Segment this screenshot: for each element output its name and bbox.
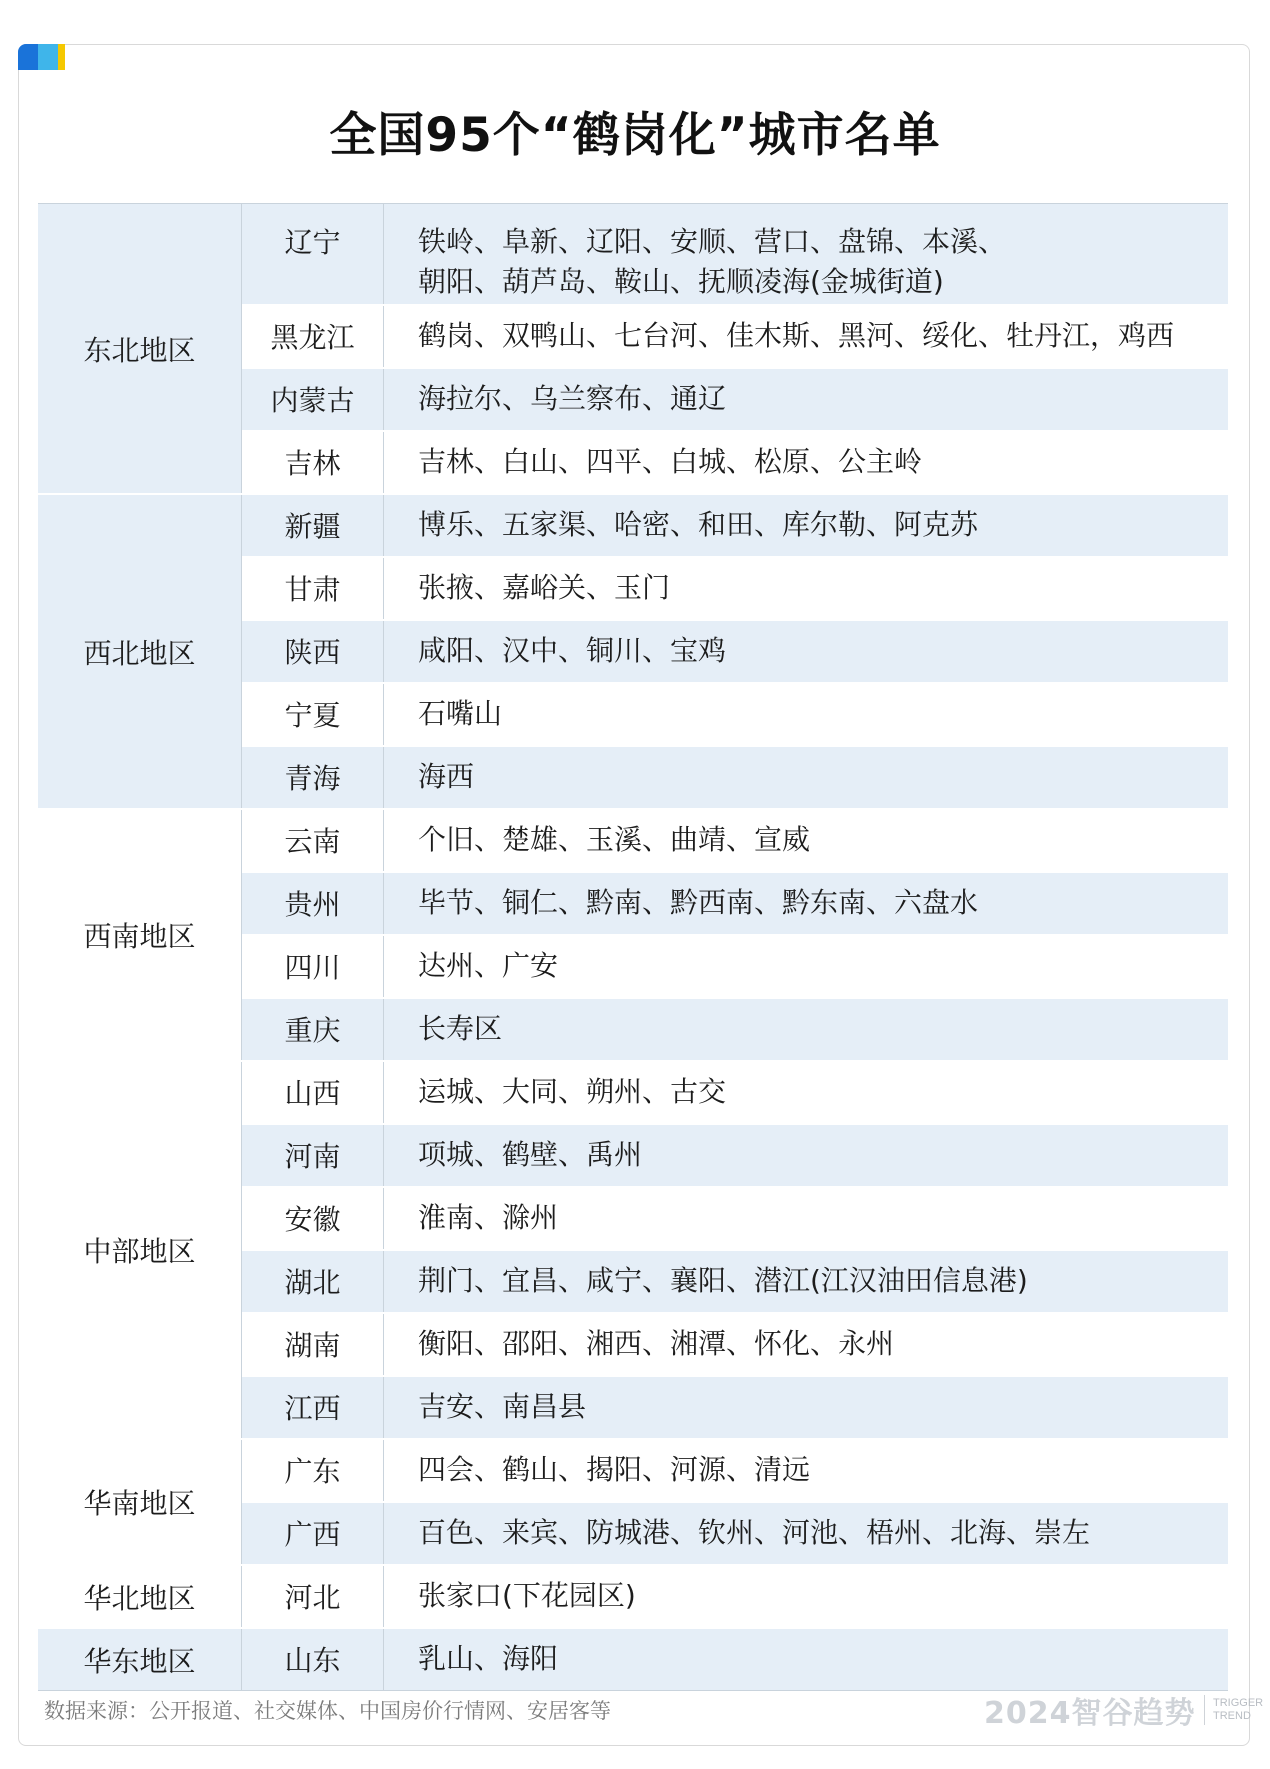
province-name: 湖北 xyxy=(242,1251,384,1312)
data-source-note: 数据来源：公开报道、社交媒体、中国房价行情网、安居客等 xyxy=(44,1699,611,1723)
province-name: 贵州 xyxy=(242,873,384,934)
table-row xyxy=(242,1314,1228,1377)
province-name: 陕西 xyxy=(242,621,384,682)
brand-name: 2024智谷趋势 xyxy=(984,1696,1196,1731)
city-list xyxy=(384,747,1228,808)
city-list xyxy=(384,1314,1228,1375)
city-list xyxy=(384,810,1228,871)
city-list-line: 毕节、铜仁、黔南、黔西南、黔东南、六盘水 xyxy=(418,886,979,919)
city-list-line: 海拉尔、乌兰察布、通辽 xyxy=(418,382,727,415)
table-row xyxy=(242,936,1228,999)
city-list-table xyxy=(38,203,1228,1691)
city-list-line: 鹤岗、双鸭山、七台河、佳木斯、黑河、绥化、牡丹江，鸡西 xyxy=(418,319,1175,352)
region-name: 中部地区 xyxy=(38,1062,242,1438)
city-list-line: 乳山、海阳 xyxy=(418,1642,559,1675)
city-list xyxy=(384,495,1228,556)
province-name: 重庆 xyxy=(242,999,384,1060)
province-name: 青海 xyxy=(242,747,384,808)
city-list-line: 项城、鹤壁、禹州 xyxy=(418,1138,643,1171)
province-name: 河北 xyxy=(242,1566,384,1627)
city-list-line: 吉安、南昌县 xyxy=(418,1390,587,1423)
table-row xyxy=(242,621,1228,684)
province-name: 山西 xyxy=(242,1062,384,1123)
table-row xyxy=(242,1377,1228,1438)
table-row xyxy=(242,684,1228,747)
region-group xyxy=(38,495,1228,810)
region-name: 华东地区 xyxy=(38,1629,242,1690)
city-list-line: 石嘴山 xyxy=(418,697,503,730)
city-list xyxy=(384,1251,1228,1312)
province-name: 河南 xyxy=(242,1125,384,1186)
city-list-line: 达州、广安 xyxy=(418,949,559,982)
city-list xyxy=(384,1629,1228,1690)
province-name: 云南 xyxy=(242,810,384,871)
city-list-line: 咸阳、汉中、铜川、宝鸡 xyxy=(418,634,727,667)
city-list-line: 荆门、宜昌、咸宁、襄阳、潜江(江汉油田信息港) xyxy=(418,1264,1028,1297)
region-group xyxy=(38,204,1228,495)
city-list xyxy=(384,1566,1228,1627)
city-list xyxy=(384,873,1228,934)
city-list xyxy=(384,684,1228,745)
table-row xyxy=(242,558,1228,621)
city-list xyxy=(384,999,1228,1060)
city-list xyxy=(384,936,1228,997)
city-list xyxy=(384,1062,1228,1123)
city-list-line: 海西 xyxy=(418,760,475,793)
region-group xyxy=(38,1629,1228,1690)
province-name: 甘肃 xyxy=(242,558,384,619)
city-list-line: 张掖、嘉峪关、玉门 xyxy=(418,571,671,604)
city-list xyxy=(384,558,1228,619)
region-name: 西北地区 xyxy=(38,495,242,808)
city-list-line: 吉林、白山、四平、白城、松原、公主岭 xyxy=(418,445,923,478)
city-list-line: 淮南、滁州 xyxy=(418,1201,559,1234)
table-row xyxy=(242,1062,1228,1125)
province-name: 新疆 xyxy=(242,495,384,556)
province-name: 山东 xyxy=(242,1629,384,1690)
city-list xyxy=(384,369,1228,430)
region-group xyxy=(38,810,1228,1062)
province-name: 黑龙江 xyxy=(242,306,384,367)
province-name: 辽宁 xyxy=(242,204,384,304)
city-list xyxy=(384,1125,1228,1186)
table-row xyxy=(242,1440,1228,1503)
table-row xyxy=(242,432,1228,493)
city-list-line: 衡阳、邵阳、湘西、湘潭、怀化、永州 xyxy=(418,1327,895,1360)
region-group xyxy=(38,1062,1228,1440)
province-name: 湖南 xyxy=(242,1314,384,1375)
province-name: 广东 xyxy=(242,1440,384,1501)
city-list xyxy=(384,1503,1228,1564)
city-list-line: 铁岭、阜新、辽阳、安顺、营口、盘锦、本溪、 xyxy=(418,225,1007,258)
table-row xyxy=(242,810,1228,873)
city-list-line: 张家口(下花园区) xyxy=(418,1579,636,1612)
table-row xyxy=(242,204,1228,306)
province-name: 安徽 xyxy=(242,1188,384,1249)
city-list-line: 四会、鹤山、揭阳、河源、清远 xyxy=(418,1453,811,1486)
province-name: 四川 xyxy=(242,936,384,997)
city-list-line: 百色、来宾、防城港、钦州、河池、梧州、北海、崇左 xyxy=(418,1516,1091,1549)
city-list xyxy=(384,1440,1228,1501)
table-row xyxy=(242,369,1228,432)
city-list xyxy=(384,204,1228,304)
table-row xyxy=(242,1503,1228,1564)
region-group xyxy=(38,1440,1228,1566)
brand-logo xyxy=(984,1688,1263,1732)
city-list xyxy=(384,306,1228,367)
city-list-line: 运城、大同、朔州、古交 xyxy=(418,1075,727,1108)
city-list-line: 长寿区 xyxy=(418,1012,503,1045)
province-name: 江西 xyxy=(242,1377,384,1438)
region-group xyxy=(38,1566,1228,1629)
brand-divider xyxy=(1204,1695,1206,1725)
table-row xyxy=(242,1125,1228,1188)
province-name: 宁夏 xyxy=(242,684,384,745)
city-list xyxy=(384,1377,1228,1438)
city-list-line: 朝阳、葫芦岛、鞍山、抚顺凌海(金城街道) xyxy=(418,265,944,298)
page-title: 全国95个“鹤岗化”城市名单 xyxy=(329,108,941,163)
table-row xyxy=(242,1188,1228,1251)
region-name: 华南地区 xyxy=(38,1440,242,1564)
table-row xyxy=(242,495,1228,558)
table-row xyxy=(242,1629,1228,1690)
city-list xyxy=(384,1188,1228,1249)
province-name: 内蒙古 xyxy=(242,369,384,430)
city-list xyxy=(384,621,1228,682)
table-row xyxy=(242,873,1228,936)
city-list-line: 个旧、楚雄、玉溪、曲靖、宣威 xyxy=(418,823,811,856)
province-name: 广西 xyxy=(242,1503,384,1564)
region-name: 西南地区 xyxy=(38,810,242,1060)
table-row xyxy=(242,1251,1228,1314)
province-name: 吉林 xyxy=(242,432,384,493)
city-list xyxy=(384,432,1228,493)
table-row xyxy=(242,747,1228,808)
brand-en: TRIGGER TREND xyxy=(1213,1697,1264,1722)
table-row xyxy=(242,999,1228,1060)
region-name: 华北地区 xyxy=(38,1566,242,1627)
table-row xyxy=(242,1566,1228,1627)
region-name: 东北地区 xyxy=(38,204,242,493)
table-row xyxy=(242,306,1228,369)
city-list-line: 博乐、五家渠、哈密、和田、库尔勒、阿克苏 xyxy=(418,508,979,541)
